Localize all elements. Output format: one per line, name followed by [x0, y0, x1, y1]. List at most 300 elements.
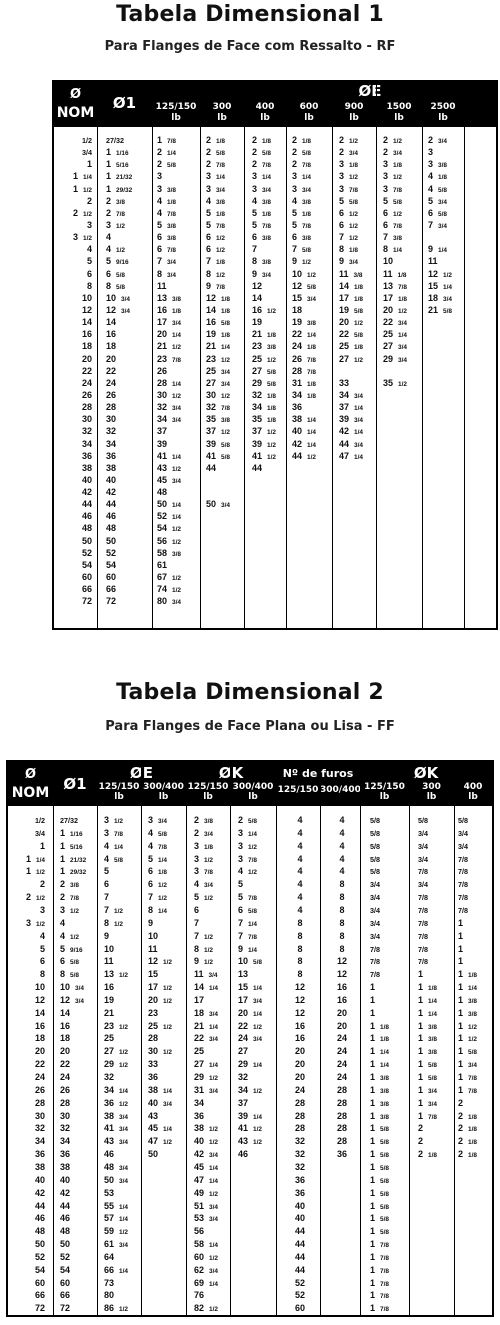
table2-cell: 3/4	[370, 918, 380, 928]
table1-cell: 34 3/4	[157, 414, 182, 425]
pressure-class-label: 900	[344, 102, 364, 112]
table2-cell: 28	[294, 1123, 305, 1134]
table2-cell: 29 1/4	[238, 1059, 263, 1070]
table2-cell: 50	[34, 1239, 45, 1250]
table1-cell: 44	[106, 499, 117, 510]
table2-cell: 7/8	[418, 931, 428, 941]
table1-cell: 3 1/4	[252, 171, 272, 182]
table1-cell: 35 1/2	[383, 377, 408, 388]
table2-cell: 32	[294, 1149, 305, 1160]
table2-cell: 52	[34, 1251, 45, 1262]
table2-cell: 3/4	[35, 828, 45, 838]
table1-cell: 6 1/2	[339, 207, 359, 218]
table1-cell: 34 3/4	[339, 389, 364, 400]
table2-cell: 8	[339, 930, 345, 941]
table1-cell: 8 1/2	[206, 268, 226, 279]
table2-cell: 6 1/8	[148, 866, 168, 877]
table2-cell: 8 1/2	[194, 943, 214, 954]
table2-cell: 41 1/2	[238, 1123, 263, 1134]
table1-cell: 61	[157, 559, 168, 570]
table2-cell: 21 1/4	[194, 1020, 219, 1031]
table2-cell: 2 1/8	[458, 1149, 478, 1160]
table1-cell: 16 1/2	[252, 304, 277, 315]
table1-cell	[206, 486, 242, 498]
table2-cell: 5/8	[370, 867, 380, 877]
table1-cell: 3 1/8	[383, 159, 403, 170]
table1-cell: 20 1/4	[157, 329, 182, 340]
table2-cell: 6 5/8	[60, 956, 80, 967]
table1-cell: 5 1/8	[206, 207, 226, 218]
table2-cell: 16	[294, 1033, 305, 1044]
table2-cell: 36	[294, 1174, 305, 1185]
table2-cell: 4	[297, 879, 303, 890]
table1-cell: 25 3/4	[206, 365, 231, 376]
table2-cell: 2 1/8	[458, 1136, 478, 1147]
table1-cell: 22 5/8	[339, 329, 364, 340]
table2-cell: 8 1/4	[148, 904, 168, 915]
table2-cell: 37	[238, 1097, 249, 1108]
table2-cell: 26	[34, 1084, 45, 1095]
pressure-unit-label: lb	[114, 792, 124, 802]
table1-cell: 39 3/4	[339, 414, 364, 425]
table1-cell: 18	[81, 341, 92, 352]
pressure-class-label: 300/400	[232, 782, 274, 792]
table2-cell: 58 1/4	[194, 1239, 219, 1250]
table1-cell: 50	[106, 535, 117, 546]
table1-cell: 2 3/4	[383, 147, 403, 158]
table1-cell: 3 1/4	[292, 171, 312, 182]
table2-cell: 7 1/2	[104, 904, 124, 915]
table1-cell: 66	[81, 584, 92, 595]
table2-cell: 40	[294, 1200, 305, 1211]
table1-cell: 23 7/8	[157, 353, 182, 364]
table1-cell: 54 1/2	[157, 523, 182, 534]
table2-cell: 1 1/4	[418, 994, 438, 1005]
table2-cell: 9	[148, 917, 154, 928]
table2-cell: 30 1/2	[148, 1046, 173, 1057]
table2-cell: 1 5/8	[458, 1046, 478, 1057]
table2-cell: 2 1/8	[458, 1123, 478, 1134]
table1-cell: 8 3/4	[157, 268, 177, 279]
table2-cell: 10	[34, 982, 45, 993]
table1-cell: 41 1/2	[252, 450, 277, 461]
table1-cell: 36	[292, 402, 303, 413]
table1-cell: 3 1/2	[106, 219, 126, 230]
table2-cell: 2	[458, 1097, 464, 1108]
table1-subtitle: Para Flanges de Face com Ressalto - RF	[104, 39, 396, 54]
table2-cell: 28	[336, 1097, 347, 1108]
oe-header: ØE	[358, 82, 382, 100]
table1-cell: 34	[81, 438, 92, 449]
table1-cell: 1 1/16	[106, 147, 129, 158]
table1-cell: 42 1/4	[292, 438, 317, 449]
table2-cell: 1 1/2	[458, 1033, 478, 1044]
table1-cell: 12 5/8	[292, 280, 317, 291]
table2-cell: 3/4	[418, 854, 428, 864]
table2-cell: 16	[336, 982, 347, 993]
table1-cell: 8 3/8	[252, 256, 272, 267]
table2-cell: 15 1/4	[238, 982, 263, 993]
table2-cell: 10	[148, 930, 159, 941]
table1-cell: 48	[157, 487, 168, 498]
table2-cell: 1 5/8	[370, 1200, 390, 1211]
table2-cell: 6	[194, 904, 200, 915]
table1-cell: 27/32	[106, 136, 124, 145]
table1-column-divider	[97, 82, 98, 628]
table2-cell: 1 3/8	[418, 1046, 438, 1057]
table1-cell: 2 1/2	[72, 207, 92, 218]
table2-cell: 7	[194, 917, 200, 928]
table1-cell: 15 3/4	[292, 292, 317, 303]
table1-cell: 35 3/8	[206, 414, 231, 425]
table1-cell: 46	[106, 511, 117, 522]
table1-cell: 43 1/2	[157, 462, 182, 473]
table2-cell: 3/4	[458, 828, 468, 838]
table2-cell: 8	[339, 917, 345, 928]
table1-cell: 5 1/8	[292, 207, 312, 218]
table2-cell: 4 1/2	[60, 930, 80, 941]
table2-cell: 14 1/4	[194, 982, 219, 993]
table1-cell: 54	[106, 559, 117, 570]
table2-cell: 1	[370, 994, 376, 1005]
table1-cell: 6 1/2	[339, 219, 359, 230]
table2-cell: 7/8	[418, 918, 428, 928]
table1-cell: 13 3/8	[157, 292, 182, 303]
table1-cell: 3 3/8	[157, 183, 177, 194]
table2-cell: 4	[297, 866, 303, 877]
table2-cell: 1 7/8	[370, 1251, 390, 1262]
table1-cell: 3 3/8	[428, 159, 448, 170]
pressure-unit-label: lb	[379, 792, 390, 802]
table2-cell: 60 1/2	[194, 1251, 219, 1262]
table1-cell: 3 3/4	[292, 183, 312, 194]
table2-cell: 36	[294, 1187, 305, 1198]
table1-cell: 12 3/4	[106, 304, 131, 315]
table2-cell: 13	[238, 969, 249, 980]
table2-column-divider	[53, 762, 54, 1315]
table2-cell: 28	[294, 1097, 305, 1108]
table2-cell: 1 5/8	[370, 1213, 390, 1224]
table1-cell: 2 5/8	[206, 147, 226, 158]
table1-cell: 32	[106, 426, 117, 437]
pressure-unit-label: lb	[426, 792, 437, 802]
table1-cell: 44 1/2	[292, 450, 317, 461]
table2-cell: 7/8	[418, 867, 428, 877]
table2-cell: 1 3/4	[458, 1059, 478, 1070]
table1-cell: 9 1/4	[428, 244, 448, 255]
table2-cell: 7/8	[418, 957, 428, 967]
table2-cell: 12 3/4	[60, 994, 85, 1005]
table2-cell: 36 1/2	[104, 1097, 129, 1108]
table1-cell: 4 1/8	[157, 195, 177, 206]
table1-cell: 24	[81, 377, 92, 388]
table2-cell: 1 7/8	[370, 1303, 390, 1314]
table1-cell: 5	[86, 256, 92, 267]
table2-cell: 60	[34, 1277, 45, 1288]
table2-cell: 12	[294, 1007, 305, 1018]
table1-cell: 5 9/16	[106, 256, 129, 267]
table2-cell: 3/4	[418, 828, 428, 838]
table1-cell: 74 1/2	[157, 584, 182, 595]
table1-cell: 30 1/2	[206, 389, 231, 400]
table1-cell: 3 1/8	[339, 159, 359, 170]
table1-cell: 30 1/2	[157, 389, 182, 400]
table2-cell: 4 1/2	[238, 866, 258, 877]
table2-cell: 41 3/4	[104, 1123, 129, 1134]
table1-cell: 1 29/32	[106, 183, 133, 194]
table2-cell: 59 1/2	[104, 1226, 129, 1237]
pressure-class-label: 400	[463, 782, 483, 792]
table2-cell: 11	[104, 956, 114, 967]
table1-cell: 11 3/8	[339, 268, 363, 279]
table2-cell: 8	[339, 943, 345, 954]
table1-cell: 9 7/8	[206, 280, 226, 291]
table2-cell: 7 1/4	[238, 917, 258, 928]
pressure-unit-label: lb	[203, 792, 213, 802]
table1-cell: 23 1/2	[206, 353, 231, 364]
table2-cell: 32	[104, 1072, 115, 1082]
table2-cell: 1 3/8	[370, 1097, 390, 1108]
table1-cell: 3 3/4	[206, 183, 226, 194]
table1-cell: 2 1/8	[252, 135, 272, 145]
table1-cell: 16	[106, 329, 117, 340]
table1-cell: 16	[81, 329, 92, 340]
table1-cell: 34 1/8	[292, 389, 317, 400]
table2-cell: 18 3/4	[194, 1007, 219, 1018]
table2-cell: 7/8	[458, 893, 468, 903]
table2-cell: 17 1/2	[148, 982, 173, 993]
table1-cell: 27 3/4	[383, 341, 408, 352]
table1-cell: 6 3/8	[252, 232, 272, 243]
table2-cell: 1 1/2	[458, 1020, 478, 1031]
table2-cell: 1 3/8	[458, 994, 478, 1005]
table1-cell: 23 3/8	[252, 341, 277, 352]
table1-cell: 22 1/4	[292, 329, 317, 340]
table1-cell: 32	[81, 426, 92, 437]
table2-cell: 5/8	[370, 828, 380, 838]
table2-cell: 1 3/8	[370, 1072, 390, 1082]
table1-cell: 5 7/8	[252, 219, 272, 230]
table2-cell: 15	[148, 969, 159, 980]
table2-column-divider	[230, 762, 231, 1315]
table2-cell: 7 1/2	[194, 930, 214, 941]
table1-cell: 4 3/8	[206, 195, 226, 206]
table2-cell: 46	[34, 1213, 45, 1224]
table1-cell: 17 3/4	[157, 317, 182, 328]
table2-cell: 8	[297, 969, 303, 980]
table1-cell: 37 1/4	[339, 402, 364, 413]
table1-cell: 25 1/8	[339, 341, 364, 352]
table2-cell: 38	[60, 1161, 71, 1172]
dimension-table-1	[52, 80, 498, 630]
table2-cell: 22	[34, 1059, 45, 1070]
table1-cell: 19 5/8	[339, 304, 364, 315]
table2-cell: 2 3/4	[194, 827, 214, 838]
table1-cell: 27 5/8	[252, 365, 277, 376]
table2-cell: 1 7/8	[370, 1239, 390, 1250]
table1-cell: 25 1/2	[252, 353, 277, 364]
table2-cell: 11 3/4	[194, 969, 218, 980]
table2-cell: 1 3/8	[418, 1033, 438, 1044]
table2-cell: 53	[104, 1187, 115, 1198]
table2-cell: 4	[297, 815, 303, 825]
table2-cell: 3/4	[418, 880, 428, 890]
table2-cell: 4	[297, 904, 303, 915]
table1-cell: 5 7/8	[292, 219, 312, 230]
table2-cell: 44	[294, 1264, 305, 1275]
table2-cell: 2 3/8	[194, 815, 214, 825]
table2-cell: 40	[294, 1213, 305, 1224]
table2-cell: 45 1/4	[148, 1123, 173, 1134]
pressure-class-label: 400	[255, 102, 275, 112]
table1-cell: 1 1/2	[72, 183, 92, 194]
table1-cell: 54	[81, 559, 92, 570]
table2-cell: 54	[60, 1264, 71, 1275]
table2-cell: 1 3/8	[370, 1110, 390, 1121]
table2-cell: 20	[294, 1072, 305, 1082]
table1-cell: 1 7/8	[157, 135, 177, 145]
table2-cell: 56	[194, 1226, 205, 1237]
table2-cell: 1	[418, 969, 424, 980]
table2-cell: 43 3/4	[104, 1136, 129, 1147]
table2-cell: 43	[148, 1110, 159, 1121]
table1-cell: 4 1/2	[106, 244, 126, 255]
table2-cell: 5 1/4	[148, 853, 168, 864]
table2-cell: 34	[60, 1136, 71, 1147]
table2-cell: 69 1/4	[194, 1277, 219, 1288]
table2-cell: 2	[418, 1136, 424, 1147]
table1-cell: 42	[106, 487, 117, 498]
table2-cell: 1 5/8	[370, 1149, 390, 1160]
table2-cell: 8 5/8	[60, 969, 80, 980]
table1-cell: 7 3/4	[428, 219, 448, 230]
table2-column-divider	[97, 762, 98, 1315]
table2-cell: 12	[336, 956, 347, 967]
table2-cell: 1	[370, 1007, 376, 1018]
table2-cell: 25 1/2	[148, 1020, 173, 1031]
pressure-unit-label: lb	[394, 113, 404, 123]
table2-cell: 1 1/4	[418, 1007, 438, 1018]
table1-cell: 20	[106, 353, 117, 364]
table2-cell: 72	[34, 1303, 45, 1314]
table1-cell: 2 5/8	[157, 159, 177, 170]
table2-cell: 33	[148, 1059, 159, 1070]
table2-cell: 9	[104, 930, 110, 941]
pressure-unit-label: lb	[438, 113, 448, 123]
table2-cell: 29 1/2	[104, 1059, 129, 1070]
table2-cell: 12 1/2	[148, 956, 173, 967]
table2-cell: 1 5/8	[370, 1174, 390, 1185]
table2-cell: 51 3/4	[194, 1200, 219, 1211]
table1-cell: 50	[81, 535, 92, 546]
table1-cell: 2 7/8	[252, 159, 272, 170]
table2-cell: 14	[34, 1007, 45, 1018]
table2-cell: 28	[148, 1033, 159, 1044]
table1-cell: 6 7/8	[383, 219, 403, 230]
table2-cell: 5 9/16	[60, 943, 83, 954]
table1-cell: 18 3/4	[428, 292, 453, 303]
table2-cell: 16	[336, 994, 347, 1005]
table1-cell: 14	[252, 292, 263, 303]
table2-cell: 20	[294, 1059, 305, 1070]
table1-cell: 35 1/8	[252, 414, 277, 425]
table1-cell: 18	[292, 304, 303, 315]
table2-cell: 7 1/2	[148, 892, 168, 903]
table2-cell: 28	[34, 1097, 45, 1108]
table1-cell: 45 3/4	[157, 474, 182, 485]
table2-cell: 1	[458, 956, 464, 967]
table2-cell: 5/8	[370, 816, 380, 825]
table2-cell: 1 1/8	[370, 1033, 390, 1044]
table1-cell	[428, 231, 461, 243]
table2-cell: 5/8	[370, 854, 380, 864]
table1-cell: 9 1/2	[292, 256, 312, 267]
table1-cell: 3 1/2	[383, 171, 403, 182]
table1-cell: 15 1/4	[428, 280, 453, 291]
table2-cell: 24	[294, 1084, 305, 1095]
pressure-unit-label: lb	[171, 113, 181, 123]
table2-column-divider	[454, 762, 455, 1315]
table2-cell: 8	[339, 904, 345, 915]
table1-cell: 37 1/2	[206, 426, 231, 437]
table2-cell: 5/8	[370, 841, 380, 851]
table2-cell: 1	[370, 982, 376, 993]
table1-cell: 5 1/8	[252, 207, 272, 218]
table1-cell: 9 3/4	[339, 256, 359, 267]
table1-cell: 2 3/4	[428, 135, 448, 145]
table2-cell: 3 1/8	[194, 840, 214, 851]
table1-cell: 6 5/8	[428, 207, 448, 218]
table2-cell: 48 3/4	[104, 1161, 129, 1172]
table1-cell: 11 1/8	[383, 268, 407, 279]
table2-cell: 34	[194, 1097, 205, 1108]
table1-cell: 6 7/8	[157, 244, 177, 255]
pressure-class-label: 300/400	[143, 782, 184, 792]
table2-column-divider	[276, 762, 277, 1315]
table2-cell: 1	[458, 930, 464, 941]
table2-cell: 1	[458, 943, 464, 954]
table1-cell: 33	[339, 377, 350, 388]
table2-cell: 2 1/8	[458, 1110, 478, 1121]
table2-cell: 48	[34, 1226, 45, 1237]
table2-cell: 3 1/2	[104, 815, 124, 825]
table1-cell: 10 1/2	[292, 268, 317, 279]
table2-cell: 1 7/8	[458, 1072, 478, 1082]
table2-cell: 5 1/2	[194, 892, 214, 903]
bolt-holes-header: Nº de furos	[282, 767, 354, 780]
table1-cell: 3/4	[82, 148, 92, 158]
table2-cell: 36	[148, 1072, 159, 1082]
table1-cell: 4 3/8	[292, 195, 312, 206]
table1-cell: 80 3/4	[157, 596, 182, 607]
table1-cell: 27 1/2	[339, 353, 364, 364]
table1-cell: 44 3/4	[339, 438, 364, 449]
table2-cell: 40	[60, 1174, 71, 1185]
table2-cell: 5	[238, 879, 244, 890]
table2-cell: 32	[238, 1072, 249, 1082]
table2-cell: 20 1/2	[148, 994, 173, 1005]
table1-cell: 3 1/2	[72, 232, 92, 243]
table2-cell: 9 1/2	[194, 956, 214, 967]
pressure-unit-label: lb	[248, 792, 258, 802]
table1-cell: 9 3/4	[252, 268, 272, 279]
table2-cell: 16	[104, 982, 115, 993]
table2-cell: 28	[336, 1136, 347, 1147]
table2-cell: 38 1/2	[194, 1123, 219, 1134]
table2-cell: 13 1/2	[104, 969, 129, 980]
table2-cell: 60	[294, 1303, 305, 1314]
table1-cell: 3 1/2	[339, 171, 359, 182]
